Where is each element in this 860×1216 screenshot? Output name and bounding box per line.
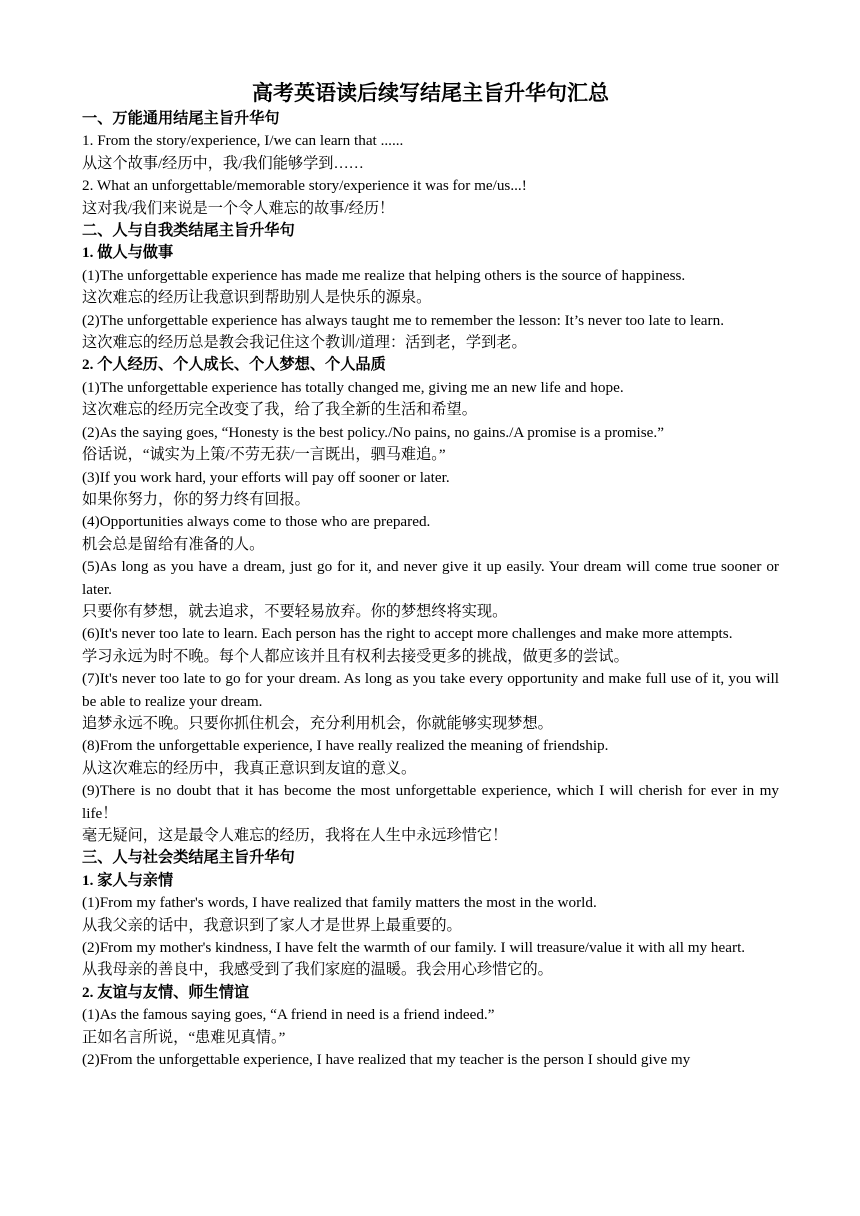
english-sentence: (2)As the saying goes, “Honesty is the best policy./No pains, no gains./A promise is a promise.” [82,423,664,441]
english-sentence: (1)The unforgettable experience has made me realize that helping others is the source of happiness. [82,266,686,284]
chinese-translation: 俗话说，“诚实为上策/不劳无获/一言既出，驷马难追。” [82,446,446,464]
english-sentence: (3)If you work hard, your efforts will pay off sooner or later. [82,468,450,486]
section-heading: 1. 做人与做事 [82,244,174,262]
section-heading: 2. 友谊与友情、师生情谊 [82,983,250,1001]
chinese-translation: 机会总是留给有准备的人。 [82,535,265,553]
chinese-translation: 如果你努力，你的努力终有回报。 [82,490,310,508]
chinese-translation: 这次难忘的经历完全改变了我，给了我全新的生活和希望。 [82,401,477,419]
section-heading: 三、人与社会类结尾主旨升华句 [82,849,295,867]
english-sentence: 1. From the story/experience, I/we can learn that ...... [82,132,404,150]
english-sentence: (8)From the unforgettable experience, I have really realized the meaning of friendship. [82,737,609,755]
section-heading: 1. 家人与亲情 [82,871,174,889]
chinese-translation: 学习永远为时不晚。每个人都应该并且有权利去接受更多的挑战，做更多的尝试。 [82,647,629,665]
document-body [82,108,779,1071]
english-sentence: (9)There is no doubt that it has become the most unforgettable experience, which I will cherish for ever in my life！ [82,782,779,822]
english-sentence: (5)As long as you have a dream, just go for it, and never give it up easily. Your dream will come true sooner or later. [82,558,779,598]
english-sentence: (1)From my father's words, I have realized that family matters the most in the world. [82,894,597,912]
chinese-translation: 从我母亲的善良中，我感受到了我们家庭的温暖。我会用心珍惜它的。 [82,961,553,979]
english-sentence: (2)From the unforgettable experience, I have realized that my teacher is the person I should give my [82,1051,691,1069]
english-sentence: (1)As the famous saying goes, “A friend in need is a friend indeed.” [82,1006,495,1024]
english-sentence: (6)It's never too late to learn. Each person has the right to accept more challenges and make more attempts. [82,625,733,643]
chinese-translation: 这次难忘的经历让我意识到帮助别人是快乐的源泉。 [82,289,432,307]
chinese-translation: 正如名言所说，“患难见真情。” [82,1028,286,1046]
section-heading: 二、人与自我类结尾主旨升华句 [82,222,295,240]
chinese-translation: 这对我/我们来说是一个令人难忘的故事/经历！ [82,199,395,217]
chinese-translation: 毫无疑问，这是最令人难忘的经历，我将在人生中永远珍惜它！ [82,827,508,844]
section-heading: 2. 个人经历、个人成长、个人梦想、个人品质 [82,356,386,374]
chinese-translation: 从这次难忘的经历中，我真正意识到友谊的意义。 [82,759,417,777]
document-title: 高考英语读后续写结尾主旨升华句汇总 [252,81,609,105]
section-heading: 一、万能通用结尾主旨升华句 [82,110,280,127]
english-sentence: (1)The unforgettable experience has totally changed me, giving me an new life and hope. [82,378,624,396]
english-sentence: (7)It's never too late to go for your dream. As long as you take every opportunity and make full use of it, you will be able to realize your dream. [82,670,779,710]
english-sentence: (2)From my mother's kindness, I have felt the warmth of our family. I will treasure/value it with all my heart. [82,939,746,957]
document-page [82,78,779,1071]
english-sentence: (4)Opportunities always come to those who are prepared. [82,513,431,531]
chinese-translation: 从这个故事/经历中，我/我们能够学到…… [82,154,364,172]
chinese-translation: 追梦永远不晚。只要你抓住机会，充分利用机会，你就能够实现梦想。 [82,714,553,732]
english-sentence: 2. What an unforgettable/memorable story/experience it was for me/us...! [82,177,527,195]
chinese-translation: 只要你有梦想，就去追求，不要轻易放弃。你的梦想终将实现。 [82,602,508,620]
chinese-translation: 这次难忘的经历总是教会我记住这个教训/道理：活到老，学到老。 [82,334,527,352]
chinese-translation: 从我父亲的话中，我意识到了家人才是世界上最重要的。 [82,916,462,934]
english-sentence: (2)The unforgettable experience has always taught me to remember the lesson: It’s never too late to learn. [82,311,724,329]
